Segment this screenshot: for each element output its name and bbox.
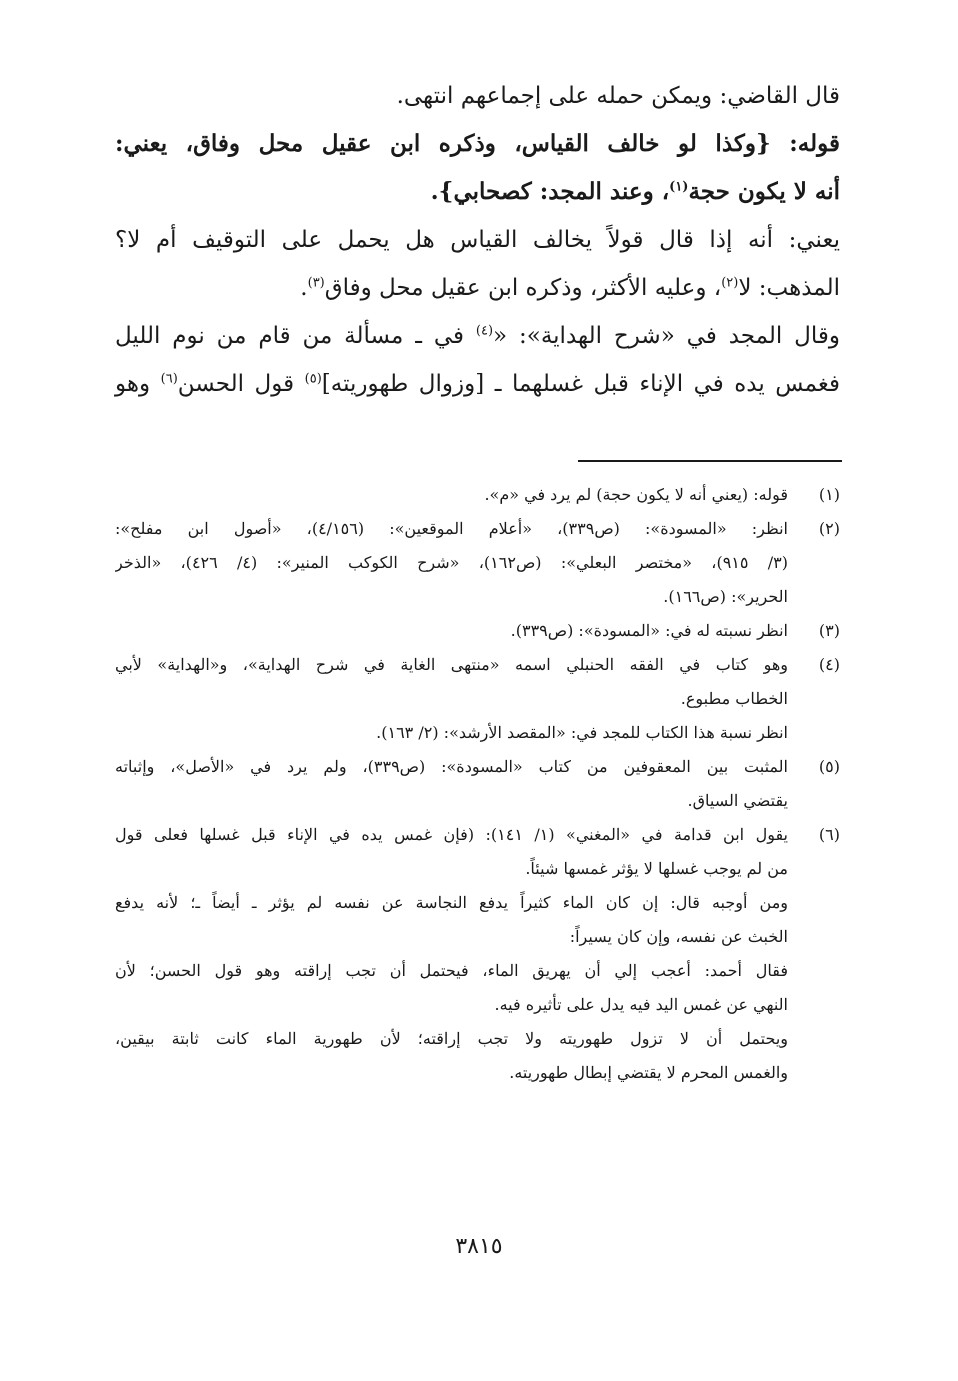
main-text-span: وقال المجد في «شرح الهداية»: « <box>493 323 840 349</box>
main-line-5 <box>115 264 840 312</box>
footnote-line: الخطاب مطبوع. <box>680 689 788 708</box>
footnote-2 <box>115 512 840 614</box>
footnote-line: انظر نسبته له في: «المسودة»: (ص٣٣٩). <box>510 621 788 640</box>
footnote-line: انظر: «المسودة»: (ص٣٣٩)، «أعلام الموقعين»: (٤/١٥٦)، «أصول ابن مفلح»: <box>115 519 788 538</box>
main-text-span: ، وعليه الأكثر، وذكره ابن عقيل محل وفاق <box>324 275 722 301</box>
main-line-1 <box>115 72 840 120</box>
footnote-3 <box>115 614 840 648</box>
footnotes <box>115 478 840 1090</box>
main-text-span: المذهب: لا <box>738 275 840 301</box>
footnote-body <box>115 512 788 614</box>
footnote-6 <box>115 818 840 1090</box>
footnote-line: يقول ابن قدامة في «المغني» (١/ ١٤١): (فإن غمس يده في الإناء قبل غسلها فعلى قول <box>115 825 788 844</box>
footnote-body <box>115 478 788 512</box>
footnote-line: وهو كتاب في الفقه الحنبلي اسمه «منتهى الغاية في شرح الهداية»، و«الهداية» لأبي <box>115 655 788 674</box>
main-text <box>115 72 840 408</box>
footnote-5 <box>115 750 840 818</box>
footnote-line: الخبث عن نفسه، وإن كان يسيراً: <box>569 927 788 946</box>
main-text-span: وهو <box>115 371 161 397</box>
main-line-4 <box>115 216 840 264</box>
footnote-4 <box>115 648 840 750</box>
main-line-6 <box>115 312 840 360</box>
footnote-line: قوله: (يعني أنه لا يكون حجة) لم يرد في «م». <box>484 485 788 504</box>
footnote-number: (٣) <box>818 621 840 640</box>
footnote-ref: (٢) <box>721 275 739 291</box>
main-text-span: . <box>300 275 308 301</box>
footnote-line: (٣/ ٩١٥)، «مختصر البعلي»: (ص١٦٢)، «شرح الكوكب المنير»: (٤/ ٤٢٦)، «الذخر <box>115 553 788 572</box>
footnote-number: (٤) <box>818 655 840 674</box>
main-line-7 <box>115 360 840 408</box>
main-text-span: قول الحسن <box>177 371 305 397</box>
footnote-line: من لم يوجب غسلها لا يؤثر غمسها شيئاً. <box>525 859 788 878</box>
footnote-line: ومن أوجبه قال: إن كان الماء كثيراً يدفع النجاسة عن نفسه لم يؤثر ـ أيضاً ـ؛ لأنه يدفع <box>115 893 788 912</box>
footnote-line: النهي عن غمس اليد فيه يدل على تأثيره فيه. <box>494 995 788 1014</box>
main-text-span: قوله: {وكذا لو خالف القياس، وذكره ابن عقيل محل وفاق، يعني: <box>115 130 840 157</box>
main-line-3 <box>115 168 840 216</box>
main-line-2 <box>115 120 840 168</box>
footnote-number: (٥) <box>818 757 840 776</box>
footnote-ref: (٥) <box>304 371 322 387</box>
footnote-number: (٢) <box>818 519 840 538</box>
main-text-span: قال القاضي: ويمكن حمله على إجماعهم انتهى. <box>396 83 840 109</box>
footnote-line: والغمس المحرم لا يقتضي إبطال طهوريته. <box>509 1063 788 1082</box>
footnote-ref: (٤) <box>475 323 494 339</box>
footnote-separator <box>578 460 842 462</box>
footnote-body <box>115 614 788 648</box>
footnote-ref: (١) <box>669 179 689 195</box>
footnote-line: الحرير»: (ص١٦٦). <box>663 587 788 606</box>
main-text-span: فغمس يده في الإناء قبل غسلهما ـ [وزوال طهوريته] <box>321 371 840 397</box>
footnote-body <box>115 750 788 818</box>
main-text-span: يعني: أنه إذا قال قولاً يخالف القياس هل يحمل على التوقيف أم لا؟ <box>115 227 840 253</box>
footnote-ref: (٣) <box>307 275 325 291</box>
main-text-span: ، وعند المجد: كصحابي}. <box>430 178 670 205</box>
footnote-body <box>115 818 788 1090</box>
main-text-span: في ـ مسألة من قام من نوم الليل <box>115 323 476 349</box>
footnote-line: يقتضي السياق. <box>687 791 788 810</box>
main-text-span: أنه لا يكون حجة <box>688 178 840 205</box>
footnote-number: (٦) <box>818 825 840 844</box>
footnote-ref: (٦) <box>160 371 178 387</box>
footnote-body <box>115 648 788 750</box>
footnote-number: (١) <box>818 485 840 504</box>
footnote-line: انظر نسبة هذا الكتاب للمجد في: «المقصد الأرشد»: (٢/ ١٦٣). <box>376 723 788 742</box>
footnote-line: فقال أحمد: أعجب إلي أن يهريق الماء، فيحتمل أن تجب إراقته وهو قول الحسن؛ لأن <box>115 961 788 980</box>
footnote-line: ويحتمل أن لا تزول طهوريته ولا تجب إراقته؛ لأن طهورية الماء كانت ثابتة بيقين، <box>115 1029 788 1048</box>
footnote-1 <box>115 478 840 512</box>
page-number: ٣٨١٥ <box>455 1234 503 1259</box>
footnote-line: المثبت بين المعقوفين من كتاب «المسودة»: (ص٣٣٩)، ولم يرد في «الأصل»، وإثباته <box>115 757 788 776</box>
